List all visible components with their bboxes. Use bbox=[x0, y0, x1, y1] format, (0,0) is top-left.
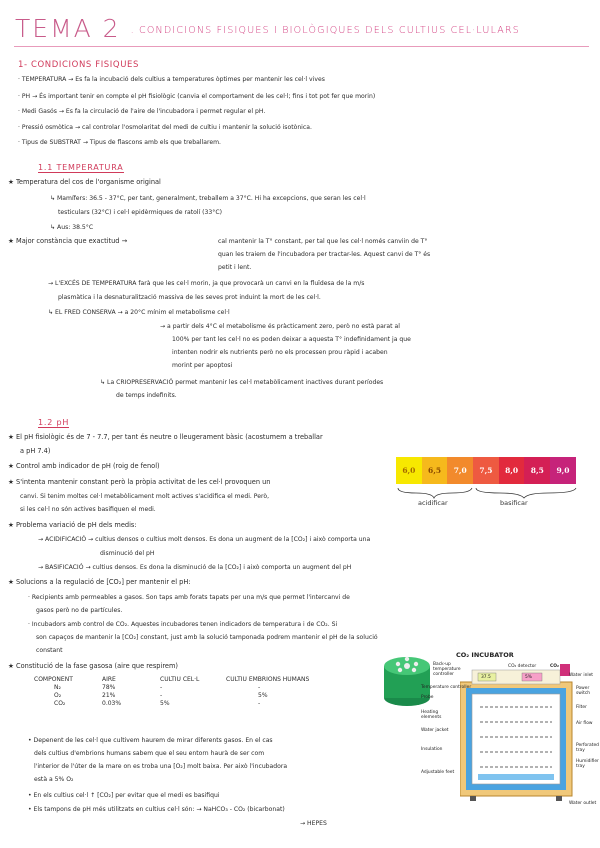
ph-line: · Incubadors amb control de CO₂. Aquestes incubadores tenen indicadors de temperatura i de CO₂. Si bbox=[28, 621, 338, 628]
ph-cell: 8,5 bbox=[524, 457, 550, 484]
ph-cell: 6,0 bbox=[396, 457, 422, 484]
temp-line: ↳ Mamífers: 36.5 - 37°C, per tant, generalment, treballem a 37°C. Hi ha excepcions, que seran les cel·l bbox=[50, 195, 366, 202]
temp-line: plasmàtica i la desnaturalització massiva de les seves prot induint la mort de les cel·l. bbox=[58, 294, 321, 301]
temp-line: de temps indefinits. bbox=[116, 392, 177, 399]
ph-cell: 8,0 bbox=[499, 457, 525, 484]
intro-line: · PH → És important tenir en compte el pH fisiològic (canvia el comportament de les cel·l; fins i tot pot fer que morin) bbox=[18, 93, 376, 100]
table-cell: 21% bbox=[102, 692, 116, 699]
temp-line: intenten nodrir els nutrients però no els processen prou ràpid i acaben bbox=[172, 349, 388, 356]
bottom-line: dels cultius d'embrions humans sabem que el seu entorn haurà de ser com bbox=[34, 750, 265, 757]
incubator-label: Water outlet bbox=[569, 801, 597, 806]
acid-label: acidificar bbox=[418, 499, 448, 507]
temp-line: cal mantenir la T° constant, per tal que les cel·l només canviin de T° bbox=[218, 238, 428, 245]
ph-scale-braces bbox=[396, 486, 578, 500]
intro-line: · Tipus de SUBSTRAT → Tipus de flascons amb els que treballarem. bbox=[18, 139, 221, 146]
table-cell: - bbox=[258, 700, 261, 707]
ph-line: constant bbox=[36, 647, 63, 654]
intro-line: · Pressió osmòtica → cal controlar l'osmolaritat del medi de cultiu i mantenir la solució isotònica. bbox=[18, 124, 312, 131]
table-header: COMPONENT bbox=[34, 676, 73, 683]
ph-line: · Recipients amb permeables a gasos. Son taps amb forats tapats per una m/s que permet l'intercanvi de bbox=[28, 594, 350, 601]
incubator-diagram bbox=[460, 662, 576, 802]
temp-line: ↳ Aus: 38.5°C bbox=[50, 224, 94, 231]
incubator-label: CO₂ detector bbox=[508, 664, 537, 669]
incubator-label: CO₂ bbox=[550, 664, 559, 669]
temp-line: ↳ La CRIOPRESERVACIÓ permet mantenir les cel·l metabòlicament inactives durant períodes bbox=[100, 379, 384, 386]
table-cell: 0.03% bbox=[102, 700, 122, 707]
bottom-line: → HEPES bbox=[300, 820, 327, 827]
bottom-line: l'interior de l'úter de la mare on es troba una [O₂] molt baixa. Per això l'incubadora bbox=[34, 763, 288, 770]
ph-line: → BASIFICACIÓ → cultius densos. Es dona la disminució de la [CO₂] i això comporta un augment del pH bbox=[38, 564, 352, 571]
page-subtitle: . CONDICIONS FISIQUES I BIOLÒGIQUES DELS CULTIUS CEL·LULARS bbox=[130, 25, 521, 36]
ph-line: ★ Control amb indicador de pH (roig de fenol) bbox=[8, 462, 160, 470]
table-header: CULTIU EMBRIONS HUMANS bbox=[226, 676, 310, 683]
ph-line: ★ El pH fisiològic és de 7 - 7.7, per tant és neutre o lleugerament bàsic (acostumem a treballar bbox=[8, 433, 323, 441]
flask-cap-illustration bbox=[380, 648, 434, 710]
temp-line: 100% per tant les cel·l no es poden deixar a aquesta T° indefinidament ja que bbox=[172, 336, 411, 343]
table-row bbox=[34, 700, 315, 708]
incubator-label: Heating elements bbox=[421, 710, 442, 720]
temp-line: ↳ EL FRED CONSERVA → a 20°C mínim el metabolisme cel·l bbox=[48, 309, 230, 316]
table-header: AIRE bbox=[102, 676, 116, 683]
incubator-label: Air flow bbox=[576, 721, 593, 726]
ph-line: ★ Problema variació de pH dels medis: bbox=[8, 521, 137, 529]
incubator-label: Humidifier tray bbox=[576, 759, 599, 769]
ph-line: ★ S'intenta mantenir constant però la pròpia activitat de les cel·l provoquen un bbox=[8, 478, 271, 486]
display-co2: 5% bbox=[525, 675, 532, 680]
ph-line: si les cel·l no són actives basifiquen el medi. bbox=[20, 506, 156, 513]
ph-cell: 6,5 bbox=[422, 457, 448, 484]
table-cell: 78% bbox=[102, 684, 116, 691]
table-header-row bbox=[34, 676, 315, 684]
base-label: basificar bbox=[500, 499, 528, 507]
incubator-label: Perforated tray bbox=[576, 743, 599, 753]
ph-line: → ACIDIFICACIÓ → cultius densos o cultius molt densos. Es dona un augment de la [CO₂] i això comporta una bbox=[38, 536, 371, 543]
incubator-label: Water jacket bbox=[421, 728, 449, 733]
intro-line: · TEMPERATURA → Es fa la incubació dels cultius a temperatures òptimes per mantenir les cel·l vives bbox=[18, 76, 325, 83]
bottom-line: • Els tampons de pH més utilitzats en cultius cel·l són: → NaHCO₃ - CO₂ (bicarbonat) bbox=[28, 806, 285, 813]
table-cell: O₂ bbox=[54, 692, 62, 699]
ph-line: ★ Solucions a la regulació de [CO₂] per mantenir el pH: bbox=[8, 578, 191, 586]
ph-line: canvi. Si tenim moltes cel·l metabòlicament molt actives s'acidifica el medi. Però, bbox=[20, 493, 270, 500]
incubator-label: Filter bbox=[576, 705, 587, 710]
ph-cell: 7,0 bbox=[447, 457, 473, 484]
incubator-label: Temperature controller bbox=[421, 685, 472, 690]
table-cell: 5% bbox=[258, 692, 268, 699]
bottom-line: • En els cultius cel·l ↑ [CO₂] per evitar que el medi es basifiqui bbox=[28, 792, 220, 799]
title-underline bbox=[14, 46, 589, 47]
ph-line: disminució del pH bbox=[100, 550, 155, 557]
table-cell: CO₂ bbox=[54, 700, 66, 707]
incubator-label: Insulation bbox=[421, 747, 443, 752]
bottom-line: està a 5% O₂ bbox=[34, 776, 74, 783]
section-heading-1: 1- CONDICIONS FISIQUES bbox=[18, 60, 139, 70]
incubator-label: Back-up temperature controller bbox=[433, 662, 461, 677]
temp-line: ★ Major constància que exactitud → bbox=[8, 237, 128, 245]
ph-cell: 9,0 bbox=[550, 457, 576, 484]
temp-line: → L'EXCÉS DE TEMPERATURA farà que les cel·l morin, ja que provocarà un canvi en la fluïdesa de la m/s bbox=[48, 280, 365, 287]
ph-color-scale bbox=[396, 457, 576, 484]
temp-line: morint per apoptosi bbox=[172, 362, 233, 369]
bottom-line: • Depenent de les cel·l que cultivem haurem de mirar diferents gasos. En el cas bbox=[28, 737, 273, 744]
section-heading-1-1: 1.1 TEMPERATURA bbox=[38, 163, 124, 172]
table-cell: - bbox=[258, 684, 261, 691]
temp-line: → a partir dels 4°C el metabolisme és pràcticament zero, però no està parat al bbox=[160, 323, 400, 330]
ph-line: a pH 7.4) bbox=[20, 447, 51, 455]
incubator-label: Adjustable feet bbox=[421, 770, 455, 775]
ph-line: gasos però no de partícules. bbox=[36, 607, 123, 614]
page-title: TEMA 2 $^{. CONDICIONS FISIQUES I BIOLÒGIQUES DELS CULTIUS CEL\cdot LULARS}$ bbox=[15, 14, 521, 43]
incubator-label: Water inlet bbox=[569, 673, 594, 678]
temp-line: quan les traiem de l'incubadora per tractar-les. Aquest canvi de T° és bbox=[218, 251, 431, 258]
temp-line: ★ Temperatura del cos de l'organisme original bbox=[8, 178, 161, 186]
incubator-label: Probe bbox=[421, 695, 434, 700]
ph-line: ★ Constitució de la fase gasosa (aire que respirem) bbox=[8, 662, 178, 670]
table-cell: 5% bbox=[160, 700, 170, 707]
ph-cell: 7,5 bbox=[473, 457, 499, 484]
table-cell: - bbox=[160, 692, 163, 699]
incubator-label: Power switch bbox=[576, 686, 591, 696]
section-heading-1-2: 1.2 pH bbox=[38, 418, 70, 427]
intro-line: · Medi Gasós → Es fa la circulació de l'aire de l'incubadora i permet regular el pH. bbox=[18, 108, 266, 115]
temp-line: petit i lent. bbox=[218, 264, 252, 271]
temp-line: testiculars (32°C) i cel·l epidèrmiques de ratolí (33°C) bbox=[58, 209, 222, 216]
incubator-title: CO₂ INCUBATOR bbox=[456, 651, 514, 659]
table-row bbox=[34, 692, 315, 700]
ph-line: son capaços de mantenir la [CO₂] constant, just amb la solució tamponada podrem mantenir el pH de la solució bbox=[36, 634, 378, 641]
table-row bbox=[34, 684, 315, 692]
table-cell: N₂ bbox=[54, 684, 61, 691]
display-temp: 37.5 bbox=[481, 675, 491, 680]
gas-composition-table bbox=[34, 676, 315, 708]
table-header: CULTIU CEL·L bbox=[160, 676, 200, 683]
table-cell: - bbox=[160, 684, 163, 691]
